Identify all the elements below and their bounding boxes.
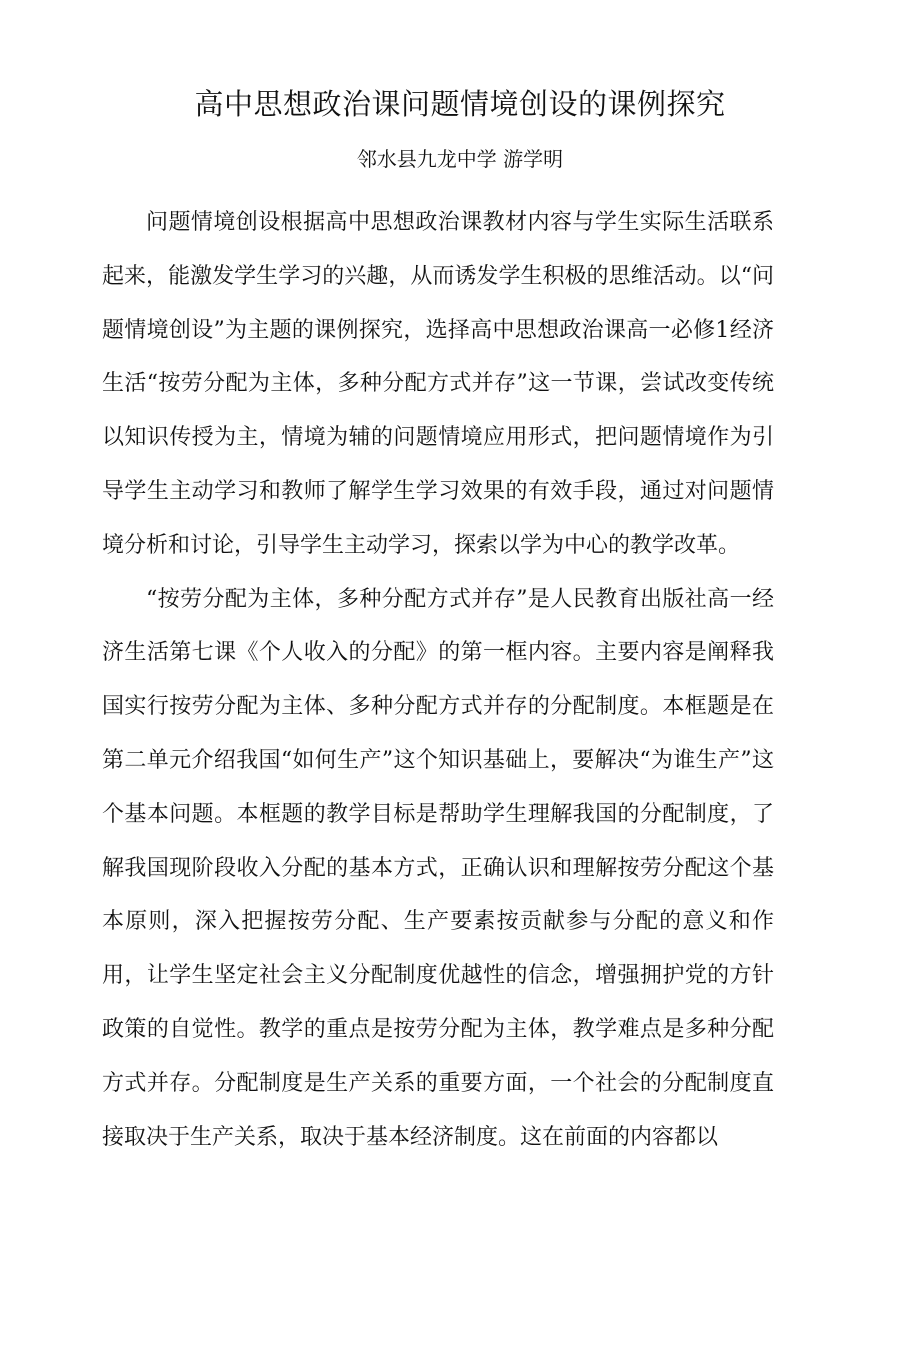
body-paragraph: 问题情境创设根据高中思想政治课教材内容与学生实际生活联系起来，能激发学生学习的兴趣，从而诱发学生积极的思维活动。以“问题情境创设”为主题的课例探究，选择高中思想政治课高一必修1经济生活“按劳分配为主体，多种分配方式并存”这一节课，尝试改变传统以知识传授为主，情境为辅的问题情境应用形式，把问题情境作为引导学生主动学习和教师了解学生学习效果的有效手段，通过对问题情境分析和讨论，引导学生主动学习，探索以学为中心的教学改革。 [102,210,774,558]
document-title: 高中思想政治课问题情境创设的课例探究 [194,87,726,121]
body-paragraph: “按劳分配为主体，多种分配方式并存”是人民教育出版社高一经济生活第七课《个人收入的分配》的第一框内容。主要内容是阐释我国实行按劳分配为主体、多种分配方式并存的分配制度。本框题是在第二单元介绍我国“如何生产”这个知识基础上，要解决“为谁生产”这个基本问题。本框题的教学目标是帮助学生理解我国的分配制度，了解我国现阶段收入分配的基本方式，正确认识和理解按劳分配这个基本原则，深入把握按劳分配、生产要素按贡献参与分配的意义和作用，让学生坚定社会主义分配制度优越性的信念，增强拥护党的方针政策的自觉性。教学的重点是按劳分配为主体，教学难点是多种分配方式并存。分配制度是生产关系的重要方面，一个社会的分配制度直接取决于生产关系，取决于基本经济制度。这在前面的内容都以 [102,586,774,1150]
document-author: 邻水县九龙中学 游学明 [356,147,564,171]
document-body [102,196,774,1164]
